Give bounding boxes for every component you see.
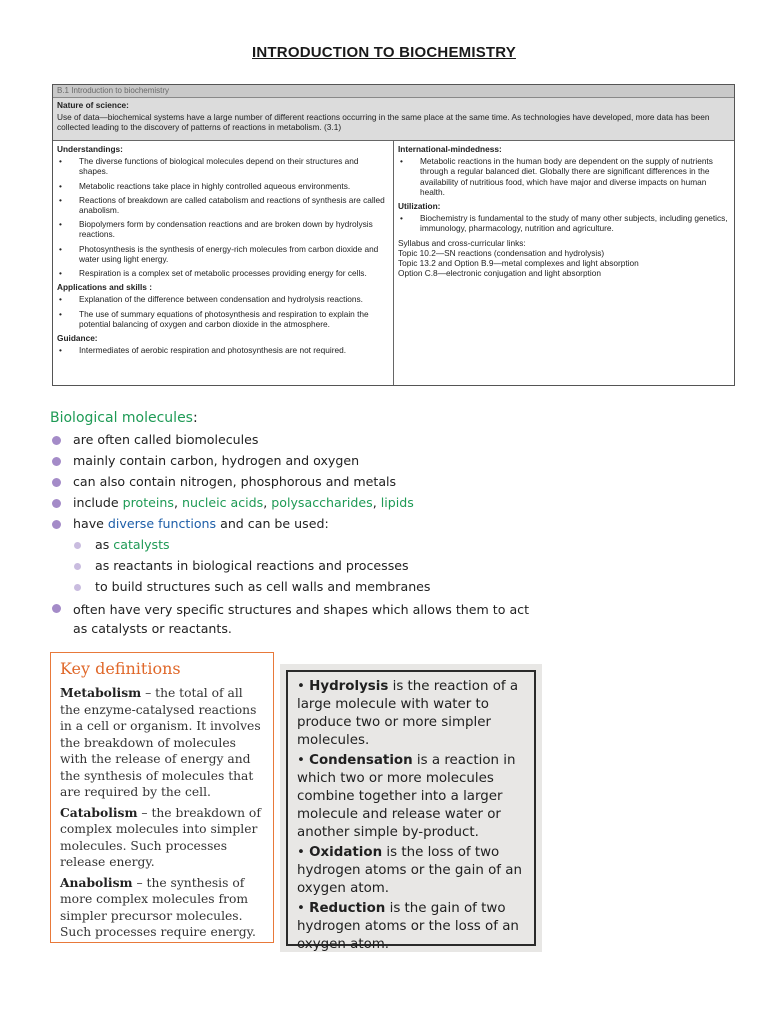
syllabus-right-column [394,141,734,385]
understandings-heading: Understandings: [57,144,123,154]
list-item: • Intermediates of aerobic respiration and photosynthesis are not required. [59,345,347,356]
nature-of-science-section [53,98,734,141]
definition-condensation: • Condensation is a reaction in which two or more molecules combine together into a larger molecule and release water or another simple by-product. [297,753,516,840]
list-item: often have very specific structures and shapes which allows them to act as catalysts or reactants. [50,600,740,640]
biological-molecules-section [50,410,740,640]
list-item: include proteins, nucleic acids, polysaccharides, lipids [50,495,740,516]
definition-catabolism: Catabolism – the breakdown of complex molecules into simpler molecules. Such processes release energy. [60,804,261,869]
list-item: • The use of summary equations of photosynthesis and respiration to explain the potential balancing of oxygen and carbon dioxide in the atmosphere. [59,308,369,329]
bullet-dot-icon [52,499,61,508]
utilization-heading: Utilization: [398,201,441,212]
syllabus-link: Topic 10.2—SN reactions (condensation and hydrolysis) [398,247,605,258]
list-item: • Photosynthesis is the synthesis of energy-rich molecules from carbon dioxide and water using light energy. [59,243,379,264]
key-definitions-box [50,652,274,943]
syllabus-header: B.1 Introduction to biochemistry [53,85,734,98]
syllabus-link: Option C.8—electronic conjugation and light absorption [398,267,601,278]
reaction-types-card [280,664,542,952]
sub-list-item: to build structures such as cell walls and membranes [50,579,740,600]
definition-oxidation: • Oxidation is the loss of two hydrogen atoms or the gain of an oxygen atom. [297,845,522,896]
list-item: • Metabolic reactions take place in highly controlled aqueous environments. [59,180,351,191]
syllabus-left-column [53,141,394,385]
nature-of-science-heading: Nature of science: [57,100,129,110]
bullet-dot-icon [52,457,61,466]
list-item: • Biochemistry is fundamental to the study of many other subjects, including genetics, immunology, pharmacology, nutrition and agriculture. [400,213,728,234]
bullet-dot-icon [52,604,61,613]
sub-bullet-dot-icon [74,542,81,549]
bullet-dot-icon [52,520,61,529]
bullet-dot-icon [52,478,61,487]
list-item: • Reactions of breakdown are called catabolism and reactions of synthesis are called anabolism. [59,194,385,216]
list-item: can also contain nitrogen, phosphorous and metals [50,474,740,495]
sub-bullet-dot-icon [74,563,81,570]
syllabus-links-heading: Syllabus and cross-curricular links: [398,237,526,248]
bullet-dot-icon [52,436,61,445]
section-heading: Biological molecules: [50,410,198,426]
sub-list-item: as reactants in biological reactions and processes [50,558,740,579]
sub-bullet-dot-icon [74,584,81,591]
definition-anabolism: Anabolism – the synthesis of more complex molecules from simpler precursor molecules. Such processes require energy. [60,874,256,939]
list-item: • The diverse functions of biological molecules depend on their structures and shapes. [59,156,359,177]
key-definitions-title: Key definitions [60,659,181,678]
sub-list-item: as catalysts [50,537,740,558]
list-item: • Respiration is a complex set of metabolic processes providing energy for cells. [59,268,367,279]
international-mindedness-heading: International-mindedness: [398,144,502,154]
list-item: • Biopolymers form by condensation reactions and are broken down by hydrolysis reactions. [59,219,373,240]
guidance-heading: Guidance: [57,333,98,344]
applications-heading: Applications and skills : [57,282,152,293]
definition-metabolism: Metabolism – the total of all the enzyme-catalysed reactions in a cell or organism. It involves the breakdown of molecules with the release of energy and the synthesis of molecules that are required by the cell. [60,685,261,799]
list-item: • Explanation of the difference between condensation and hydrolysis reactions. [59,294,363,305]
syllabus-table [52,84,735,386]
list-item: mainly contain carbon, hydrogen and oxygen [50,453,740,474]
definition-reduction: • Reduction is the gain of two hydrogen atoms or the loss of an oxygen atom. [297,901,519,952]
list-item: • Metabolic reactions in the human body are dependent on the supply of nutrients through a regular balanced diet. Globally there are significant differences in the availability of nutritious food, which have major and diverse impacts on human health. [400,156,713,197]
nature-of-science-text: Use of data—biochemical systems have a large number of different reactions occurring in the same place at the same time. As technologies have developed, more data has been collected leading to the discovery of patterns of reactions in metabolism. (3.1) [57,112,710,133]
definition-hydrolysis: • Hydrolysis is the reaction of a large molecule with water to produce two or more simpler molecules. [297,679,519,748]
page-title: INTRODUCTION TO BIOCHEMISTRY [252,44,516,61]
list-item: are often called biomolecules [50,432,740,453]
syllabus-link: Topic 13.2 and Option B.9—metal complexes and light absorption [398,257,639,268]
list-item: have diverse functions and can be used: [50,516,740,537]
